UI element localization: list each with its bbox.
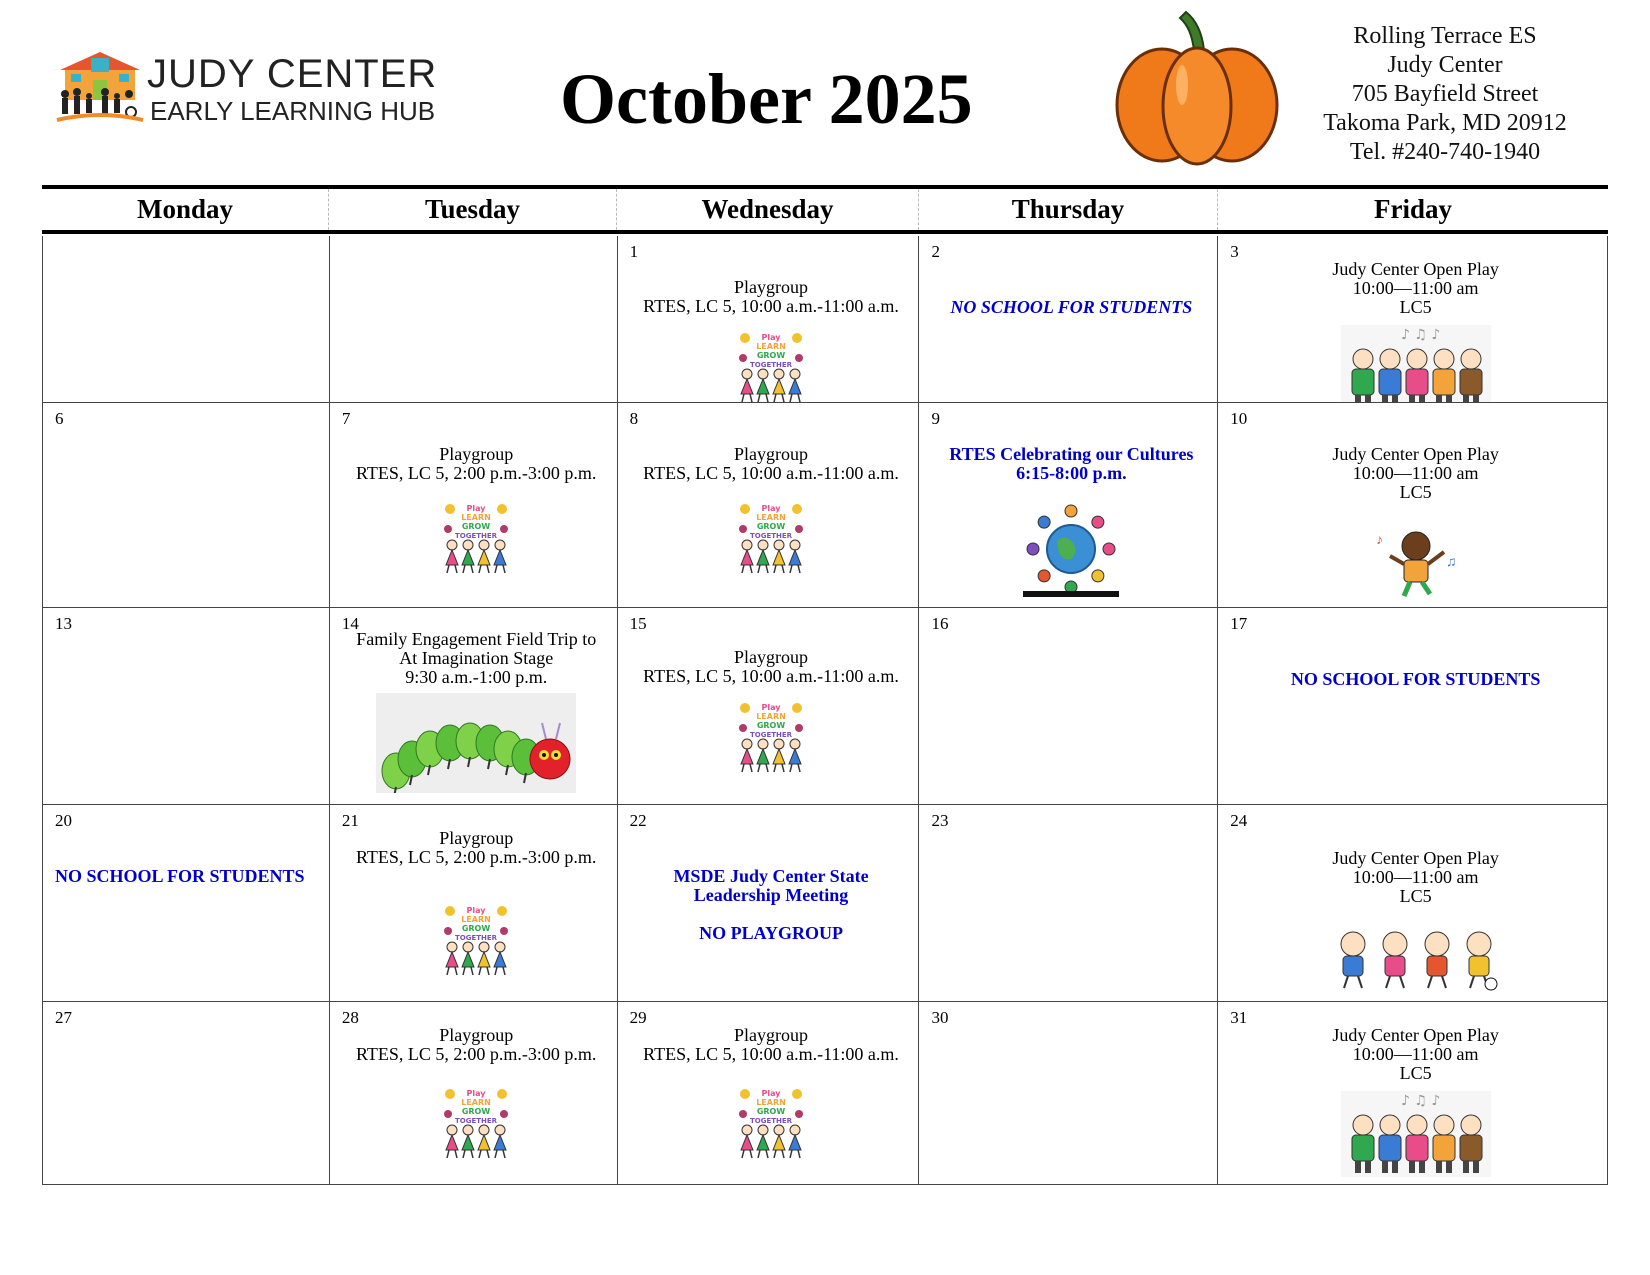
svg-text:LEARN: LEARN [461,1098,492,1107]
svg-text:♪ ♫ ♪: ♪ ♫ ♪ [1400,1093,1440,1109]
svg-text:TOGETHER: TOGETHER [750,361,793,369]
svg-text:TOGETHER: TOGETHER [750,731,793,739]
svg-text:GROW: GROW [756,721,786,730]
event-line: RTES, LC 5, 10:00 a.m.-11:00 a.m. [643,463,899,483]
event-text [630,278,913,316]
event-line: Playgroup [734,277,809,297]
event-text [630,648,913,686]
day-cell [1218,403,1608,607]
event-line: Playgroup [439,828,514,848]
svg-text:Play: Play [761,1089,781,1098]
event-line: RTES Celebrating our Cultures [949,444,1194,464]
event-line: RTES, LC 5, 2:00 p.m.-3:00 p.m. [356,463,597,483]
day-cell [330,608,618,804]
calendar-week [43,805,1608,1002]
event-text [630,445,913,483]
address-line: 705 Bayfield Street [1351,81,1539,107]
event-line: NO SCHOOL FOR STUDENTS [55,866,305,886]
day-number: 2 [931,242,940,261]
svg-text:TOGETHER: TOGETHER [750,532,793,540]
event-line: MSDE Judy Center State [673,866,869,886]
weekday-wednesday: Wednesday [617,189,919,230]
event-line: Playgroup [439,444,514,464]
calendar-grid [42,236,1608,1185]
play-learn-grow-icon [436,903,516,979]
event-line: Leadership Meeting [693,885,849,905]
day-number: 23 [931,811,949,830]
day-number: 6 [55,409,64,428]
day-cell [618,1002,920,1184]
day-number: 10 [1230,409,1248,428]
svg-text:GROW: GROW [462,522,491,531]
event-line: Playgroup [439,1025,514,1045]
event-line: NO PLAYGROUP [699,923,843,943]
day-cell [330,1002,618,1184]
event-line: 10:00—11:00 am [1352,867,1479,887]
svg-text:LEARN: LEARN [756,342,786,351]
address-line: Rolling Terrace ES [1353,23,1537,49]
svg-text:GROW: GROW [462,1107,491,1116]
event-text [931,298,1211,317]
day-cell [618,236,920,402]
day-cell [43,608,330,804]
svg-text:LEARN: LEARN [756,712,786,721]
event-text [1230,260,1601,317]
event-line: 10:00—11:00 am [1352,278,1479,298]
day-number: 1 [629,242,639,261]
svg-text:Play: Play [466,504,486,513]
day-cell [43,805,330,1001]
day-cell [1218,1002,1608,1184]
day-number: 20 [55,811,72,830]
event-line: RTES, LC 5, 10:00 a.m.-11:00 a.m. [643,666,899,686]
event-line: Judy Center Open Play [1332,259,1499,279]
svg-text:Play: Play [466,906,486,915]
day-number: 15 [629,614,647,633]
day-cell [919,805,1218,1001]
singing-kids-icon [1341,1091,1491,1177]
svg-text:LEARN: LEARN [756,513,786,522]
event-line: RTES, LC 5, 10:00 a.m.-11:00 a.m. [643,1044,899,1064]
address-line: Takoma Park, MD 20912 [1323,110,1567,136]
calendar-week [43,608,1608,805]
day-number: 17 [1230,614,1248,633]
address-phone: Tel. #240-740-1940 [1349,139,1541,165]
event-text [55,867,323,886]
play-learn-grow-icon [731,1086,811,1162]
day-number: 16 [931,614,949,633]
day-number: 24 [1230,811,1248,830]
event-text [342,630,611,687]
svg-text:TOGETHER: TOGETHER [750,1117,793,1125]
event-line: LC5 [1399,482,1432,502]
event-line: Judy Center Open Play [1332,1025,1499,1045]
day-cell [43,1002,330,1184]
svg-text:GROW: GROW [756,351,786,360]
day-cell [1218,236,1608,402]
event-line: NO SCHOOL FOR STUDENTS [1290,669,1541,689]
day-number: 3 [1230,242,1239,261]
judy-center-logo [55,50,438,140]
event-line [630,905,913,924]
day-cell [1218,805,1608,1001]
svg-text:Play: Play [761,504,781,513]
svg-text:TOGETHER: TOGETHER [455,1117,498,1125]
event-line: 9:30 a.m.-1:00 p.m. [405,667,548,687]
page-title: October 2025 [560,59,973,139]
event-line: Playgroup [734,647,809,667]
school-building-icon [55,50,145,130]
event-text [342,829,611,867]
day-number: 8 [629,409,639,428]
event-line: RTES, LC 5, 2:00 p.m.-3:00 p.m. [356,1044,597,1064]
play-learn-grow-icon [731,501,811,577]
day-cell [919,236,1218,402]
day-cell [919,608,1218,804]
event-line: LC5 [1399,1063,1432,1083]
calendar-week [43,403,1608,608]
svg-text:GROW: GROW [756,522,786,531]
event-line: Judy Center Open Play [1332,444,1499,464]
event-text [1230,670,1601,689]
day-cell [330,236,618,402]
day-cell [919,1002,1218,1184]
svg-text:♪: ♪ [1375,533,1383,548]
day-cell [618,403,920,607]
event-line: LC5 [1399,297,1432,317]
day-number: 27 [55,1008,72,1027]
day-cell [43,403,330,607]
svg-text:♫: ♫ [1445,555,1457,570]
address-line: Judy Center [1387,52,1503,78]
weekday-friday: Friday [1374,194,1452,224]
event-line: 6:15-8:00 p.m. [1016,463,1127,483]
day-number: 14 [341,614,359,633]
event-text [1230,849,1601,906]
school-address [1300,22,1590,167]
event-text [630,867,913,943]
pumpkin-icon [1112,10,1282,170]
day-number: 31 [1230,1008,1248,1027]
svg-text:Play: Play [761,703,781,712]
dancing-kid-icon [1366,522,1466,602]
event-text [1230,445,1601,502]
event-line: 10:00—11:00 am [1352,1044,1479,1064]
calendar-week [43,236,1608,403]
day-number: 7 [341,409,351,428]
svg-text:TOGETHER: TOGETHER [455,532,498,540]
day-cell [618,805,920,1001]
event-line: Family Engagement Field Trip to [356,629,597,649]
globe-kids-icon [1021,503,1121,599]
day-number: 30 [931,1008,949,1027]
svg-text:♪ ♫ ♪: ♪ ♫ ♪ [1400,327,1440,343]
svg-text:Play: Play [466,1089,486,1098]
svg-text:LEARN: LEARN [461,915,492,924]
day-number: 28 [341,1008,359,1027]
logo-title: JUDY CENTER [147,52,438,96]
weekday-header [42,189,1608,234]
play-learn-grow-icon [731,700,811,776]
day-cell [618,608,920,804]
event-text [931,445,1211,483]
event-text [342,1026,611,1064]
event-line: RTES, LC 5, 2:00 p.m.-3:00 p.m. [356,847,597,867]
event-line: RTES, LC 5, 10:00 a.m.-11:00 a.m. [643,296,899,316]
svg-text:LEARN: LEARN [756,1098,786,1107]
day-number: 22 [629,811,647,830]
event-line: At Imagination Stage [399,648,554,668]
svg-text:GROW: GROW [462,924,491,933]
day-cell [1218,608,1608,804]
caterpillar-icon [376,693,576,793]
event-text [1230,1026,1601,1083]
playing-kids-icon [1331,926,1501,992]
weekday-tuesday: Tuesday [329,189,617,230]
calendar-week [43,1002,1608,1185]
day-cell [330,403,618,607]
event-line: Playgroup [734,1025,809,1045]
event-line: Judy Center Open Play [1332,848,1499,868]
day-number: 29 [629,1008,647,1027]
svg-text:GROW: GROW [756,1107,786,1116]
singing-kids-icon [1341,325,1491,402]
event-line: Playgroup [734,444,809,464]
day-cell [330,805,618,1001]
logo-subtitle: EARLY LEARNING HUB [150,96,436,126]
day-number: 9 [931,409,940,428]
weekday-thursday: Thursday [919,189,1218,230]
day-number: 21 [341,811,359,830]
play-learn-grow-icon [731,330,811,402]
play-learn-grow-icon [436,501,516,577]
svg-text:Play: Play [761,333,781,342]
day-number: 13 [55,614,72,633]
event-text [342,445,611,483]
event-text [630,1026,913,1064]
svg-text:LEARN: LEARN [461,513,492,522]
day-cell [43,236,330,402]
weekday-monday: Monday [42,189,329,230]
play-learn-grow-icon [436,1086,516,1162]
day-cell [919,403,1218,607]
svg-text:TOGETHER: TOGETHER [455,934,498,942]
event-line: LC5 [1399,886,1432,906]
event-line: 10:00—11:00 am [1352,463,1479,483]
event-line: NO SCHOOL FOR STUDENTS [950,297,1193,317]
